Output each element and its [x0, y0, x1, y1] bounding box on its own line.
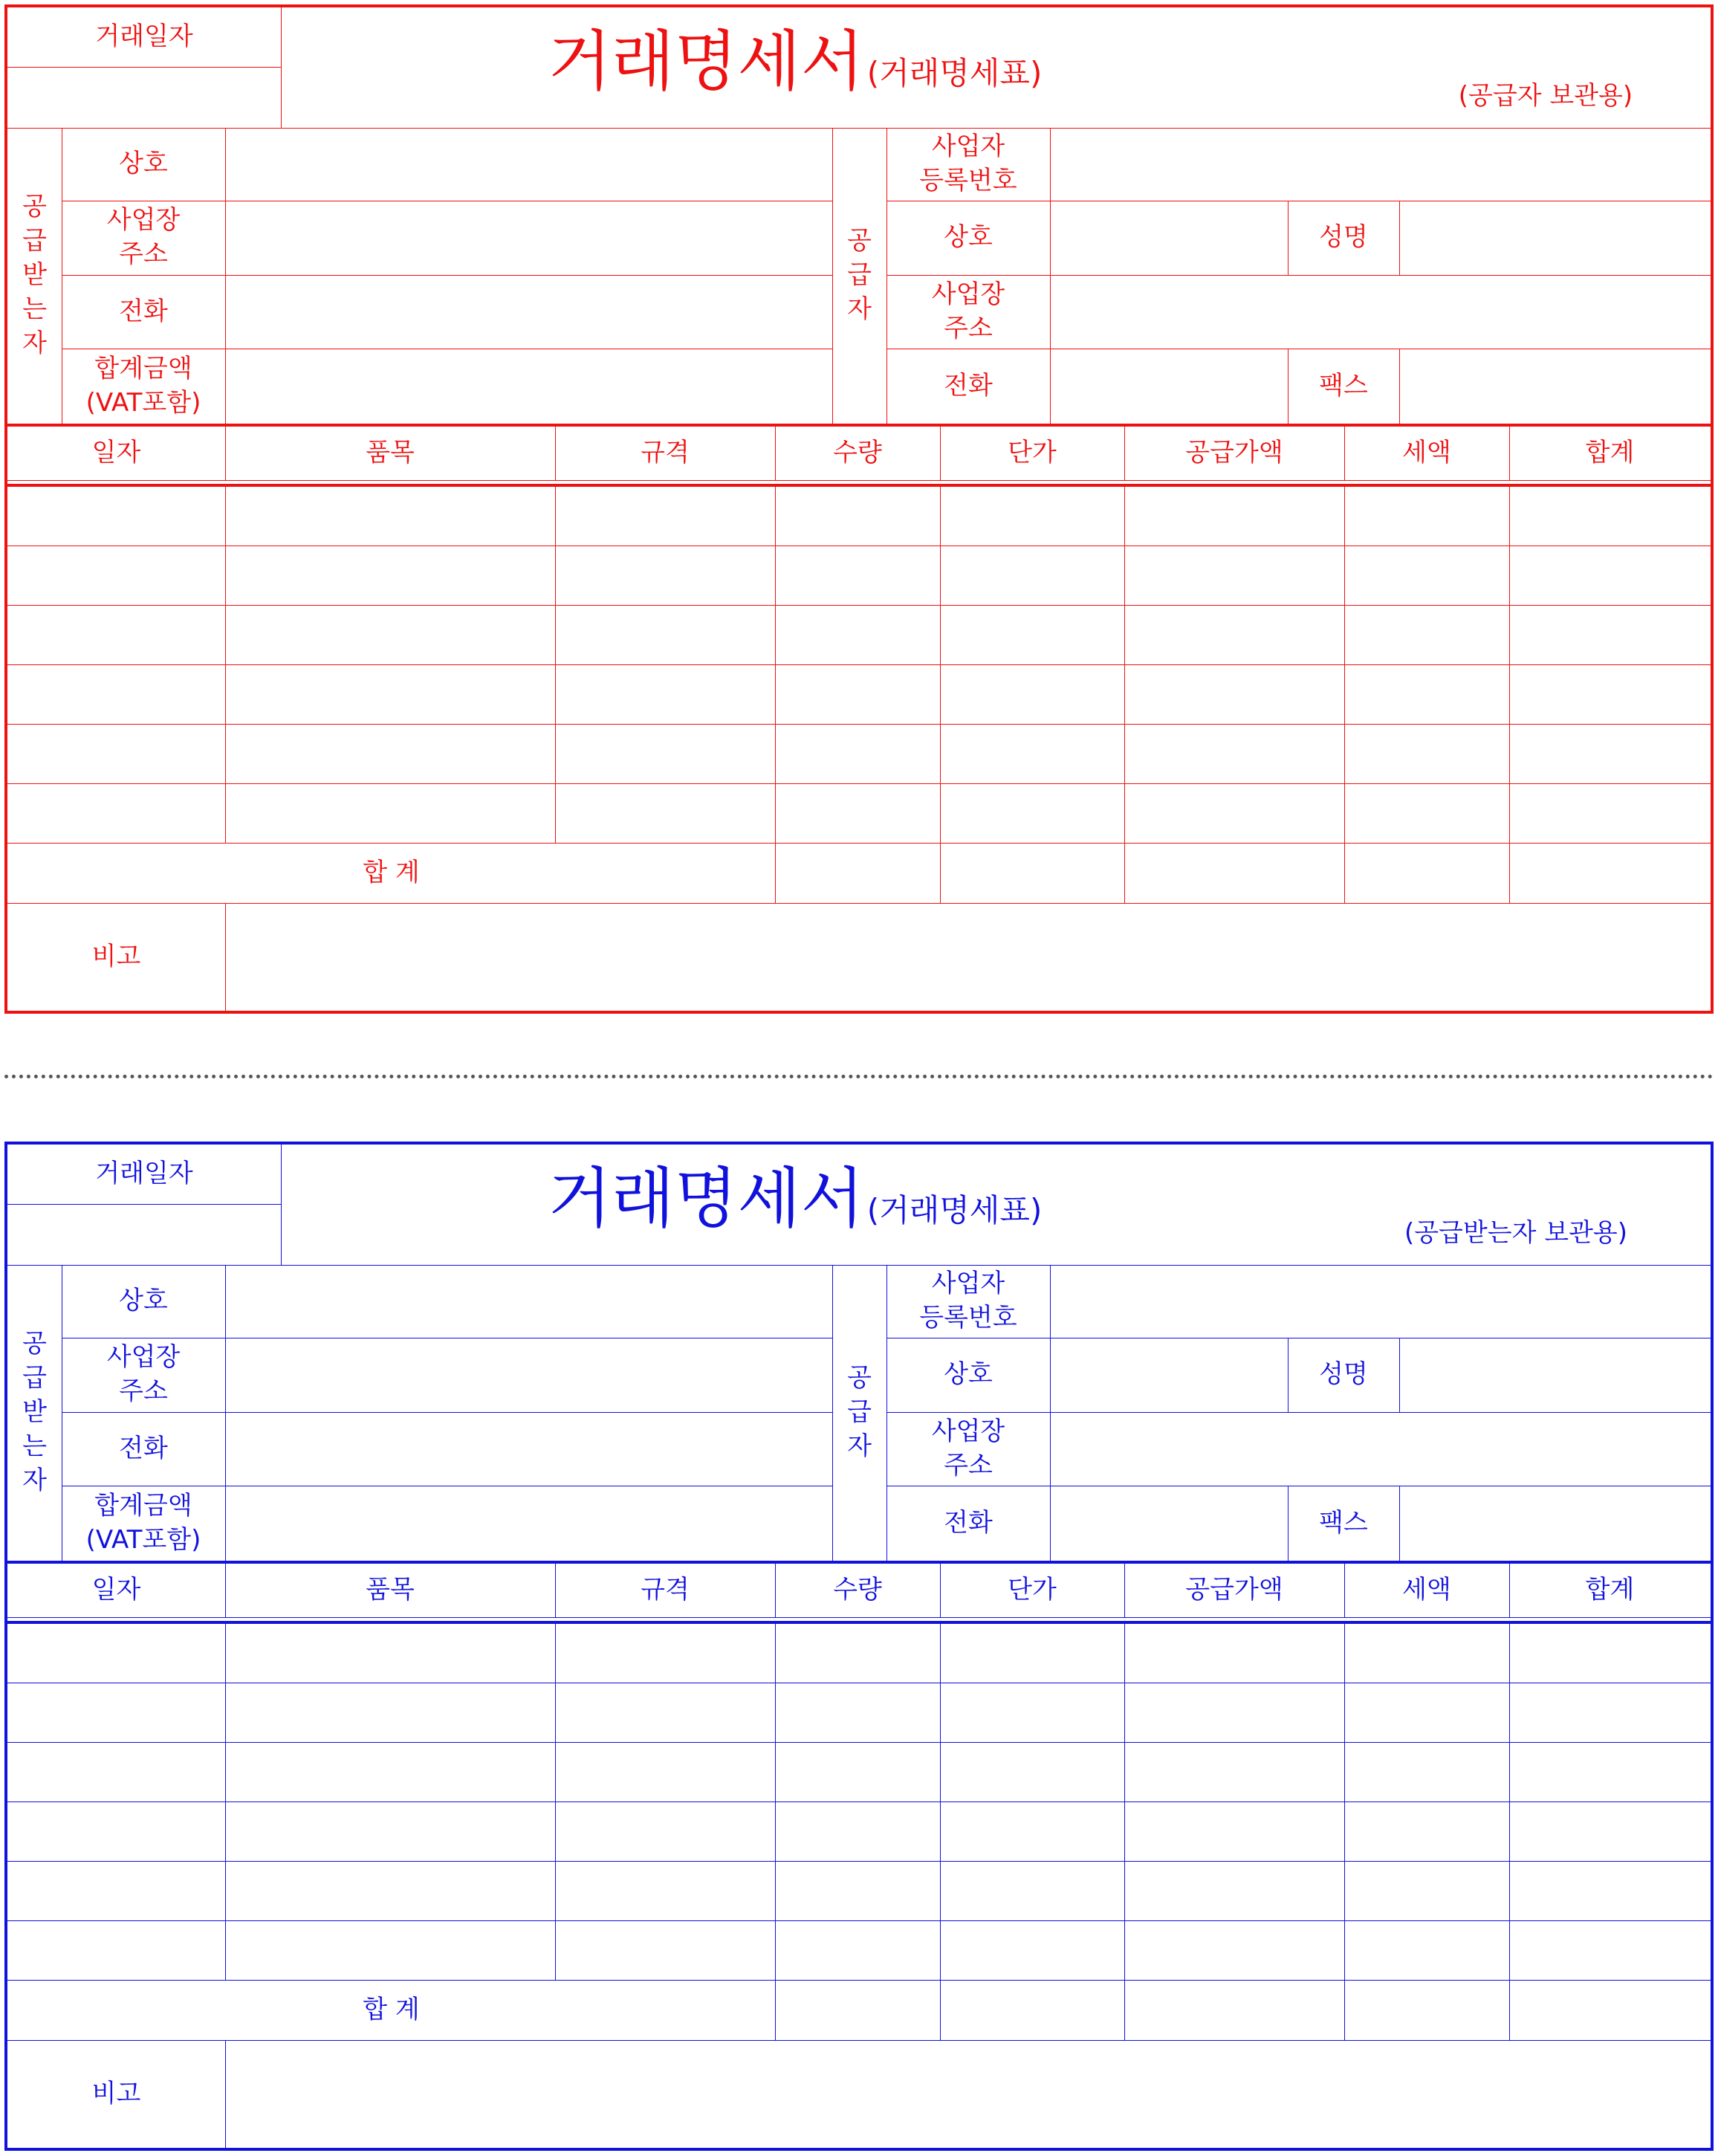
- supplier-address-label: [886, 1412, 1050, 1486]
- table-cell[interactable]: [1124, 1802, 1344, 1861]
- table-cell[interactable]: [1344, 784, 1509, 843]
- table-cell[interactable]: [7, 725, 225, 783]
- receiver-address-label: [62, 201, 225, 275]
- grid-line: [281, 7, 282, 128]
- table-cell[interactable]: [1124, 665, 1344, 724]
- table-cell[interactable]: [555, 784, 775, 843]
- supplier-company-label: 상호: [944, 1359, 993, 1390]
- document-title: 거래명세서: [548, 1159, 864, 1237]
- table-cell[interactable]: [555, 1683, 775, 1742]
- supplier-vertical-label: [832, 128, 886, 424]
- column-header: 일자: [91, 438, 141, 468]
- table-cell[interactable]: [1509, 665, 1711, 724]
- supplier-address-field[interactable]: [1051, 1412, 1711, 1486]
- transaction-statement-supplier-copy: [4, 4, 1714, 1014]
- table-cell[interactable]: [775, 606, 940, 664]
- table-cell[interactable]: [1124, 784, 1344, 843]
- table-cell[interactable]: [225, 1802, 555, 1861]
- table-cell[interactable]: [940, 725, 1124, 783]
- table-cell[interactable]: [555, 665, 775, 724]
- supplier-regno-label: [886, 1265, 1050, 1338]
- address-line: 사업장: [106, 1342, 181, 1373]
- table-cell[interactable]: [225, 1921, 555, 1980]
- table-cell[interactable]: [225, 1624, 555, 1683]
- table-cell[interactable]: [1344, 1624, 1509, 1683]
- column-header: 단가: [1008, 1575, 1057, 1605]
- supplier-name-label: 성명: [1319, 222, 1368, 253]
- table-cell[interactable]: [555, 606, 775, 664]
- table-cell[interactable]: [1124, 1743, 1344, 1801]
- table-cell[interactable]: [1124, 487, 1344, 546]
- table-cell[interactable]: [1124, 1624, 1344, 1683]
- table-cell[interactable]: [775, 1921, 940, 1980]
- column-header: 규격: [641, 438, 690, 468]
- table-cell[interactable]: [940, 546, 1124, 605]
- regno-line: 사업자: [931, 132, 1005, 162]
- receiver-label-line: 급: [22, 226, 47, 256]
- table-cell[interactable]: [940, 487, 1124, 546]
- regno-line: 등록번호: [919, 1303, 1017, 1333]
- table-cell[interactable]: [1124, 725, 1344, 783]
- table-cell[interactable]: [1344, 725, 1509, 783]
- table-cell[interactable]: [225, 1862, 555, 1920]
- receiver-address-field[interactable]: [226, 201, 832, 275]
- receiver-total-label: [62, 349, 225, 424]
- table-cell[interactable]: [225, 606, 555, 664]
- table-cell[interactable]: [225, 487, 555, 546]
- column-header: 공급가액: [1185, 1575, 1283, 1605]
- grid-line: [7, 1617, 1711, 1618]
- table-cell[interactable]: [7, 487, 225, 546]
- table-cell[interactable]: [940, 1802, 1124, 1861]
- date-value-field[interactable]: [7, 1205, 281, 1265]
- table-cell[interactable]: [1509, 546, 1711, 605]
- supplier-label-line: 공: [847, 1363, 872, 1393]
- table-cell[interactable]: [940, 665, 1124, 724]
- supplier-address-field[interactable]: [1051, 275, 1711, 349]
- receiver-phone-label: 전화: [119, 296, 168, 326]
- table-cell[interactable]: [1509, 487, 1711, 546]
- supplier-label-line: 자: [847, 294, 872, 324]
- document-subtitle: (거래명세표): [866, 1191, 1043, 1228]
- sum-cell[interactable]: [1344, 1981, 1509, 2040]
- receiver-total-field[interactable]: [226, 1486, 832, 1561]
- sum-row-label: 합 계: [363, 1995, 420, 2025]
- table-cell[interactable]: [1344, 665, 1509, 724]
- document-subtitle: (거래명세표): [866, 54, 1043, 91]
- supplier-phone-field[interactable]: [1051, 1486, 1288, 1561]
- column-header: 합계: [1585, 438, 1635, 468]
- table-cell[interactable]: [940, 1921, 1124, 1980]
- table-cell[interactable]: [555, 1743, 775, 1801]
- total-line: (VAT포함): [85, 1524, 201, 1555]
- supplier-name-field[interactable]: [1400, 1338, 1711, 1412]
- date-label: 거래일자: [95, 22, 193, 52]
- supplier-company-label: 상호: [944, 222, 993, 253]
- supplier-company-field[interactable]: [1051, 201, 1288, 275]
- remarks-field[interactable]: [226, 903, 1711, 1011]
- table-cell[interactable]: [555, 725, 775, 783]
- supplier-label-line: 급: [847, 260, 872, 291]
- address-line: 주소: [119, 239, 168, 269]
- address-line: 사업장: [931, 1416, 1005, 1446]
- table-cell[interactable]: [555, 1862, 775, 1920]
- table-cell[interactable]: [775, 1624, 940, 1683]
- remarks-label: 비고: [91, 2078, 141, 2108]
- receiver-label-line: 급: [22, 1363, 47, 1393]
- receiver-vertical-label: [7, 1265, 62, 1561]
- table-cell[interactable]: [775, 784, 940, 843]
- table-cell[interactable]: [1124, 606, 1344, 664]
- address-line: 사업장: [931, 279, 1005, 309]
- sum-cell[interactable]: [940, 1981, 1124, 2040]
- table-cell[interactable]: [940, 1743, 1124, 1801]
- regno-line: 등록번호: [919, 166, 1017, 195]
- supplier-regno-field[interactable]: [1051, 128, 1711, 201]
- transaction-statement-receiver-copy: [4, 1142, 1714, 2151]
- table-cell[interactable]: [1509, 606, 1711, 664]
- table-cell[interactable]: [555, 1921, 775, 1980]
- table-cell[interactable]: [225, 725, 555, 783]
- column-header: 세액: [1402, 438, 1451, 468]
- table-cell[interactable]: [225, 1683, 555, 1742]
- table-cell[interactable]: [775, 725, 940, 783]
- receiver-company-field[interactable]: [226, 128, 832, 201]
- table-cell[interactable]: [7, 1683, 225, 1742]
- sum-cell[interactable]: [940, 844, 1124, 903]
- receiver-vertical-label: [7, 128, 62, 424]
- sum-cell[interactable]: [1344, 844, 1509, 903]
- address-line: 주소: [944, 1450, 993, 1480]
- column-header: 일자: [91, 1575, 141, 1605]
- column-header: 수량: [833, 1575, 882, 1605]
- table-cell[interactable]: [1344, 1921, 1509, 1980]
- address-line: 주소: [944, 313, 993, 343]
- table-cell[interactable]: [1344, 1862, 1509, 1920]
- table-cell[interactable]: [1509, 1862, 1711, 1920]
- table-cell[interactable]: [775, 1743, 940, 1801]
- table-cell[interactable]: [7, 1743, 225, 1801]
- table-cell[interactable]: [225, 1743, 555, 1801]
- supplier-phone-field[interactable]: [1051, 349, 1288, 424]
- receiver-label-line: 는: [22, 1431, 47, 1461]
- receiver-address-label: [62, 1338, 225, 1412]
- table-cell[interactable]: [775, 487, 940, 546]
- sum-cell[interactable]: [775, 844, 940, 903]
- column-header: 수량: [833, 438, 882, 468]
- column-header: 세액: [1402, 1575, 1451, 1605]
- cut-line: [4, 1075, 1714, 1078]
- table-cell[interactable]: [225, 546, 555, 605]
- table-cell[interactable]: [1344, 546, 1509, 605]
- receiver-company-field[interactable]: [226, 1265, 832, 1338]
- total-line: (VAT포함): [85, 387, 201, 418]
- supplier-fax-label: 팩스: [1319, 370, 1368, 401]
- supplier-regno-label: [886, 128, 1050, 201]
- receiver-label-line: 받: [22, 260, 47, 291]
- table-cell[interactable]: [1124, 1862, 1344, 1920]
- table-cell[interactable]: [7, 546, 225, 605]
- table-cell[interactable]: [1124, 1683, 1344, 1742]
- supplier-label-line: 자: [847, 1431, 872, 1461]
- table-cell[interactable]: [7, 784, 225, 843]
- table-cell[interactable]: [1344, 1802, 1509, 1861]
- address-line: 사업장: [106, 205, 181, 236]
- supplier-regno-field[interactable]: [1051, 1265, 1711, 1338]
- table-cell[interactable]: [225, 784, 555, 843]
- receiver-phone-field[interactable]: [226, 1412, 832, 1486]
- table-cell[interactable]: [7, 1802, 225, 1861]
- column-header: 품목: [366, 438, 415, 468]
- table-cell[interactable]: [1344, 487, 1509, 546]
- supplier-address-label: [886, 275, 1050, 349]
- column-header: 단가: [1008, 438, 1057, 468]
- copy-note: (공급자 보관용): [1458, 81, 1633, 111]
- table-cell[interactable]: [775, 546, 940, 605]
- column-header: 합계: [1585, 1575, 1635, 1605]
- table-cell[interactable]: [555, 487, 775, 546]
- receiver-address-field[interactable]: [226, 1338, 832, 1412]
- document-title: 거래명세서: [548, 22, 864, 100]
- title-block: [424, 1158, 1167, 1240]
- table-cell[interactable]: [555, 1802, 775, 1861]
- supplier-phone-label: 전화: [944, 1507, 993, 1538]
- column-header: 규격: [641, 1575, 690, 1605]
- date-value-field[interactable]: [7, 68, 281, 128]
- supplier-label-line: 공: [847, 226, 872, 256]
- table-cell[interactable]: [940, 1862, 1124, 1920]
- remarks-field[interactable]: [226, 2040, 1711, 2148]
- remarks-label: 비고: [91, 941, 141, 971]
- table-cell[interactable]: [7, 1624, 225, 1683]
- grid-line: [281, 1145, 282, 1265]
- table-cell[interactable]: [940, 1624, 1124, 1683]
- table-cell[interactable]: [775, 1862, 940, 1920]
- supplier-fax-field[interactable]: [1400, 349, 1711, 424]
- receiver-label-line: 자: [22, 1465, 47, 1495]
- sum-cell[interactable]: [775, 1981, 940, 2040]
- receiver-total-field[interactable]: [226, 349, 832, 424]
- receiver-label-line: 공: [22, 192, 47, 222]
- date-label: 거래일자: [95, 1159, 193, 1189]
- sum-cell[interactable]: [1509, 844, 1711, 903]
- table-cell[interactable]: [775, 665, 940, 724]
- table-cell[interactable]: [940, 784, 1124, 843]
- copy-note: (공급받는자 보관용): [1404, 1218, 1628, 1249]
- supplier-name-field[interactable]: [1400, 201, 1711, 275]
- table-cell[interactable]: [7, 606, 225, 664]
- regno-line: 사업자: [931, 1269, 1005, 1299]
- receiver-company-label: 상호: [119, 1286, 168, 1316]
- table-cell[interactable]: [225, 665, 555, 724]
- sum-cell[interactable]: [1124, 844, 1344, 903]
- table-cell[interactable]: [1344, 606, 1509, 664]
- receiver-label-line: 공: [22, 1329, 47, 1359]
- total-line: 합계금액: [94, 353, 192, 383]
- table-cell[interactable]: [1124, 546, 1344, 605]
- supplier-phone-label: 전화: [944, 370, 993, 401]
- table-cell[interactable]: [1509, 1743, 1711, 1801]
- title-block: [424, 21, 1167, 103]
- table-cell[interactable]: [1509, 1802, 1711, 1861]
- supplier-company-field[interactable]: [1051, 1338, 1288, 1412]
- address-line: 주소: [119, 1376, 168, 1406]
- total-line: 합계금액: [94, 1490, 192, 1521]
- sum-row-label: 합 계: [363, 858, 420, 888]
- supplier-name-label: 성명: [1319, 1359, 1368, 1390]
- table-cell[interactable]: [1509, 1683, 1711, 1742]
- table-cell[interactable]: [7, 665, 225, 724]
- grid-line: [7, 480, 1711, 481]
- sum-cell[interactable]: [1509, 1981, 1711, 2040]
- table-cell[interactable]: [1509, 725, 1711, 783]
- supplier-label-line: 급: [847, 1397, 872, 1428]
- sum-cell[interactable]: [1124, 1981, 1344, 2040]
- table-cell[interactable]: [555, 546, 775, 605]
- receiver-label-line: 받: [22, 1397, 47, 1428]
- receiver-phone-label: 전화: [119, 1433, 168, 1463]
- receiver-label-line: 는: [22, 294, 47, 324]
- table-cell[interactable]: [1124, 1921, 1344, 1980]
- table-cell[interactable]: [1509, 784, 1711, 843]
- table-cell[interactable]: [775, 1802, 940, 1861]
- table-cell[interactable]: [940, 1683, 1124, 1742]
- table-cell[interactable]: [1509, 1624, 1711, 1683]
- supplier-vertical-label: [832, 1265, 886, 1561]
- receiver-label-line: 자: [22, 328, 47, 358]
- table-cell[interactable]: [775, 1683, 940, 1742]
- table-cell[interactable]: [7, 1921, 225, 1980]
- column-header: 공급가액: [1185, 438, 1283, 468]
- receiver-company-label: 상호: [119, 149, 168, 179]
- table-cell[interactable]: [7, 1862, 225, 1920]
- table-cell[interactable]: [1344, 1683, 1509, 1742]
- table-cell[interactable]: [1509, 1921, 1711, 1980]
- receiver-total-label: [62, 1486, 225, 1561]
- table-cell[interactable]: [1344, 1743, 1509, 1801]
- table-cell[interactable]: [940, 606, 1124, 664]
- table-cell[interactable]: [555, 1624, 775, 1683]
- column-header: 품목: [366, 1575, 415, 1605]
- receiver-phone-field[interactable]: [226, 275, 832, 349]
- supplier-fax-label: 팩스: [1319, 1507, 1368, 1538]
- supplier-fax-field[interactable]: [1400, 1486, 1711, 1561]
